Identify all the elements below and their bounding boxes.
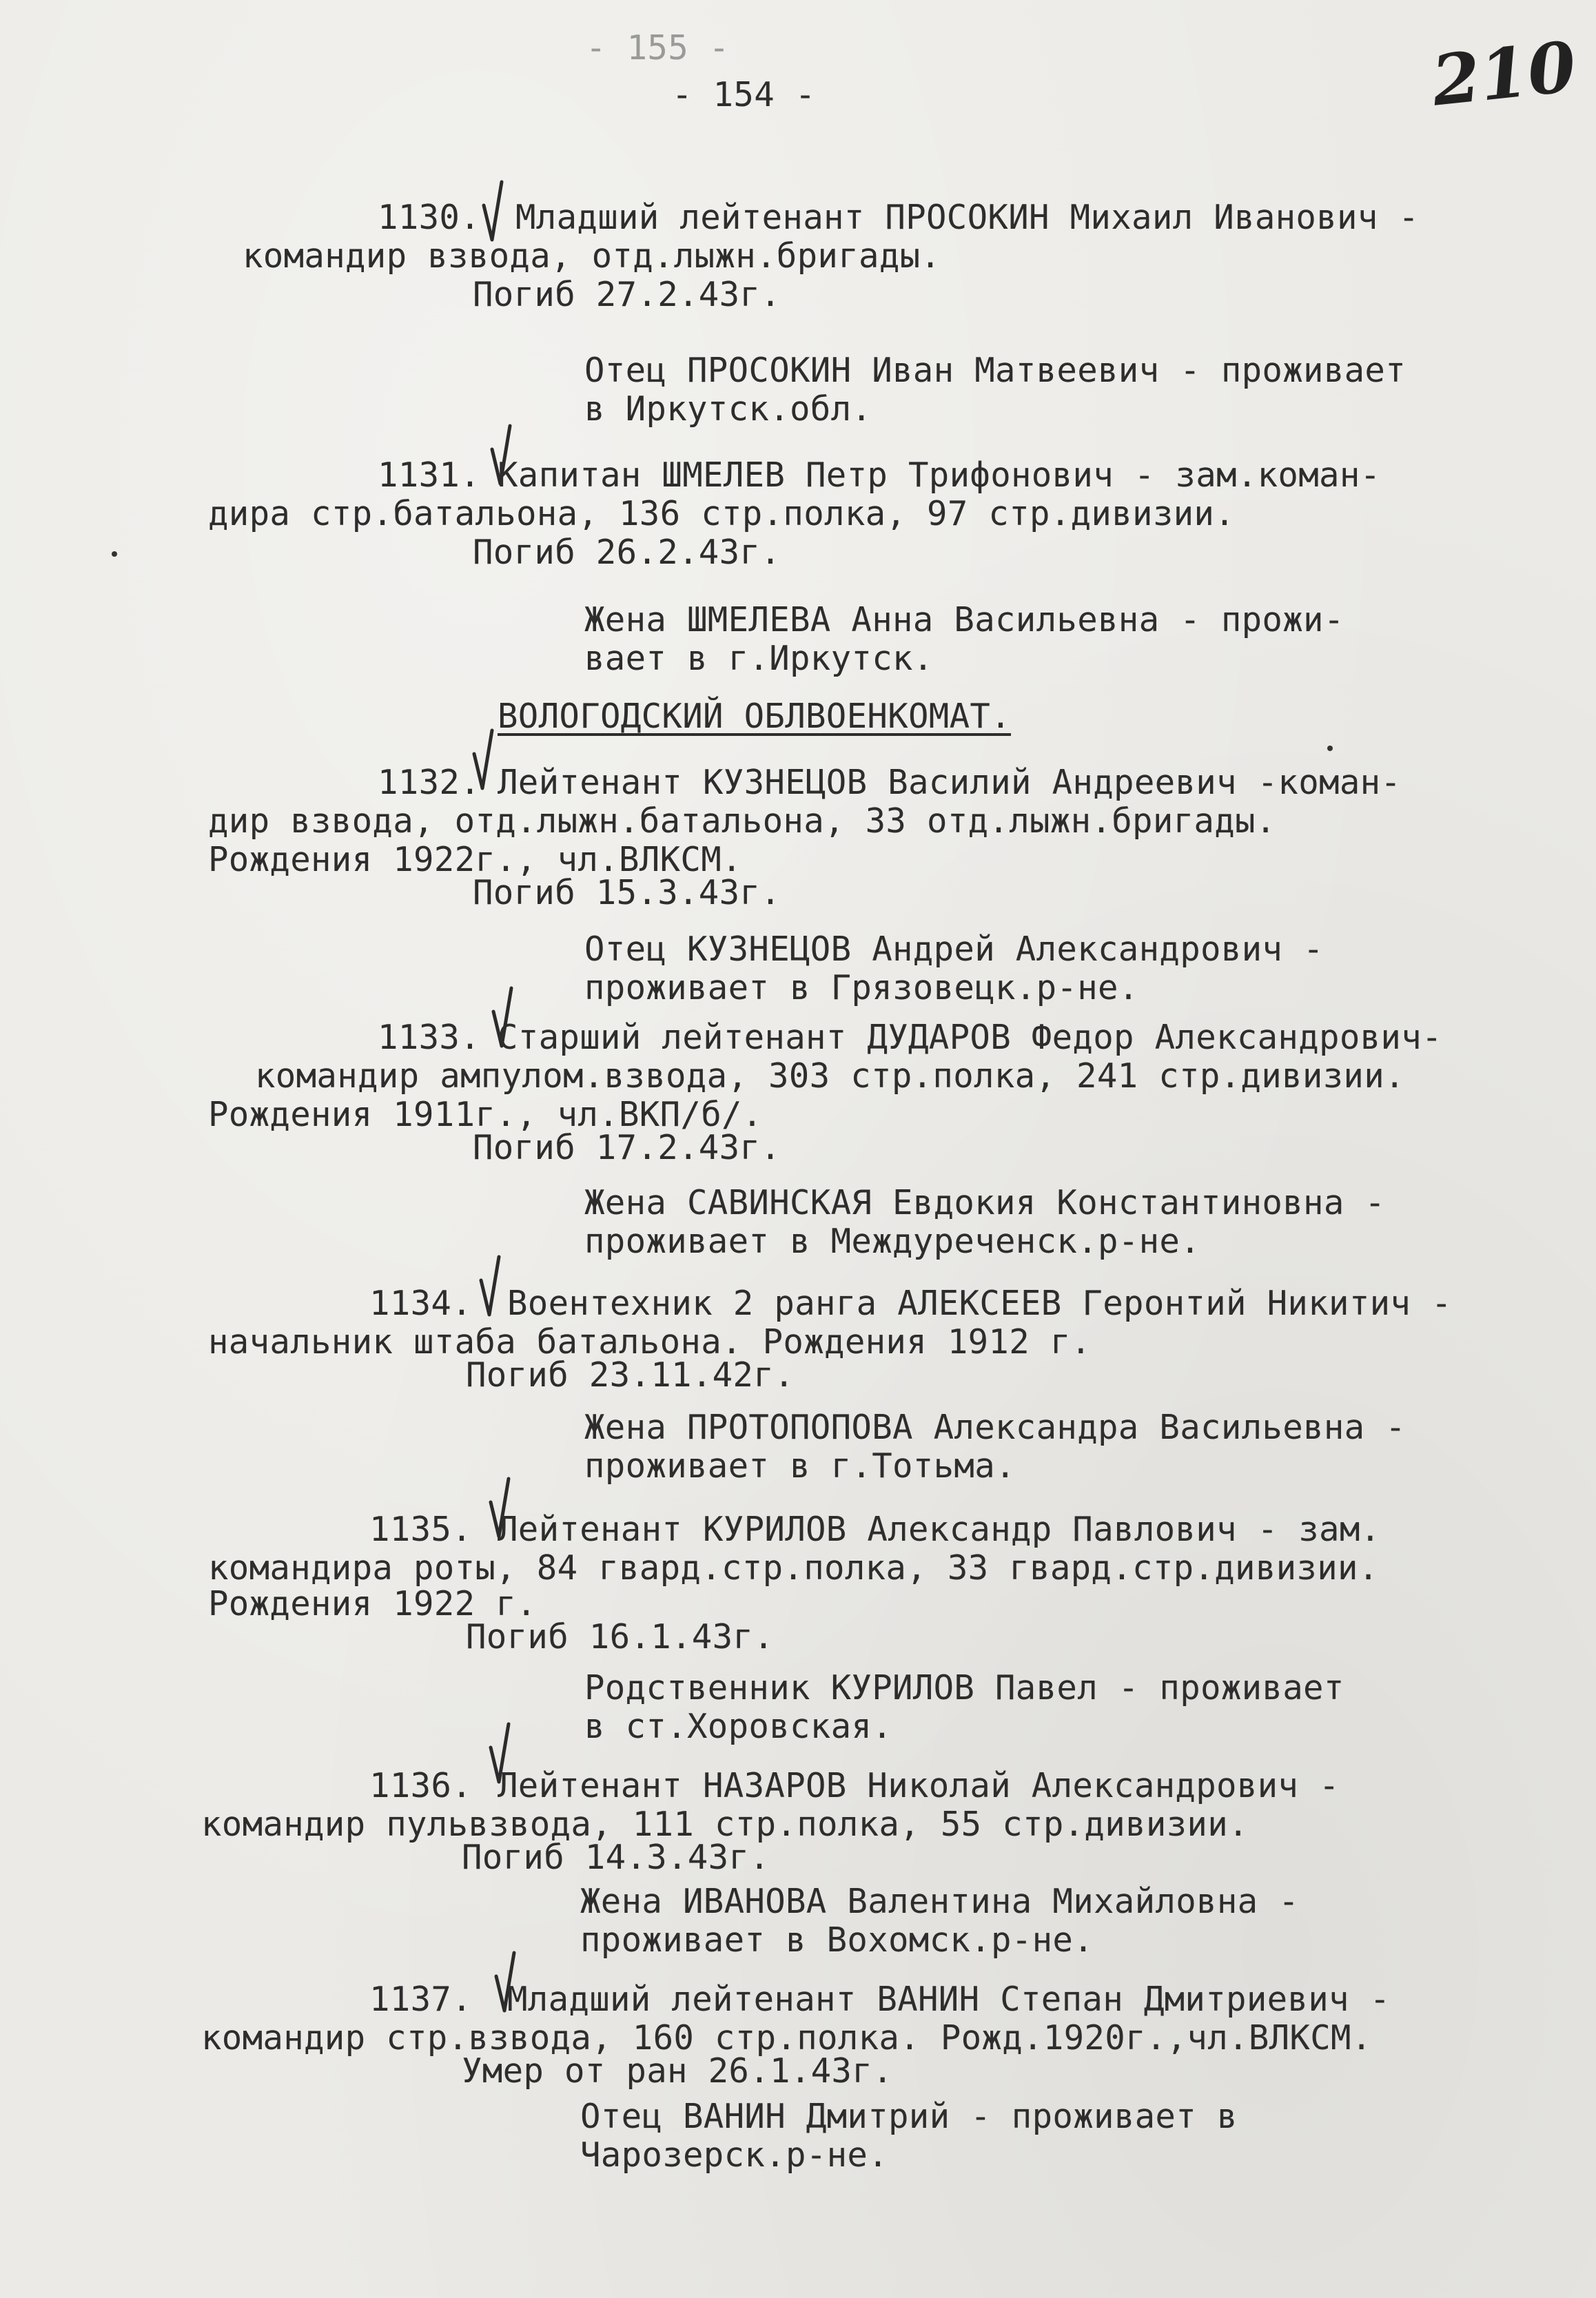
- entry-death: Умер от ран 26.1.43г.: [462, 2051, 893, 2091]
- entry-line: командир взвода, отд.лыжн.бригады.: [243, 236, 941, 276]
- entry-death: Погиб 23.11.42г.: [466, 1355, 795, 1395]
- handwritten-check-icon: [482, 181, 503, 243]
- entry-line: командира роты, 84 гвард.стр.полка, 33 гвард.стр.дивизии.: [208, 1548, 1379, 1588]
- entry-death: Погиб 27.2.43г.: [473, 275, 781, 314]
- entry-relative: Жена САВИНСКАЯ Евдокия Константиновна -: [584, 1183, 1386, 1222]
- entry-death: Погиб 26.2.43г.: [473, 533, 781, 572]
- entry-line: командир пульвзвода, 111 стр.полка, 55 стр.дивизии.: [201, 1805, 1249, 1844]
- entry-line: командир стр.взвода, 160 стр.полка. Рожд.1920г.,чл.ВЛКСМ.: [201, 2018, 1372, 2058]
- entry-number: 1137.: [369, 1980, 473, 2019]
- entry-relative: проживает в Вохомск.р-не.: [580, 1920, 1094, 1960]
- archive-number: 210: [1428, 25, 1580, 122]
- entry-line: Лейтенант НАЗАРОВ Николай Александрович -: [498, 1766, 1340, 1805]
- entry-line: Лейтенант КУЗНЕЦОВ Василий Андреевич -коман-: [498, 763, 1402, 802]
- entry-number: 1135.: [369, 1510, 473, 1549]
- entry-line: командир ампулом.взвода, 303 стр.полка, 241 стр.дивизии.: [255, 1056, 1405, 1096]
- entry-death: Погиб 16.1.43г.: [466, 1617, 775, 1656]
- ink-dot: [1327, 746, 1333, 751]
- entry-line: Рождения 1911г., чл.ВКП/б/.: [208, 1095, 763, 1134]
- entry-relative: в ст.Хоровская.: [584, 1707, 893, 1746]
- entry-line: Воентехник 2 ранга АЛЕКСЕЕВ Геронтий Никитич -: [507, 1284, 1452, 1323]
- entry-line: дира стр.батальона, 136 стр.полка, 97 стр.дивизии.: [208, 494, 1236, 533]
- entry-relative: Отец КУЗНЕЦОВ Андрей Александрович -: [584, 930, 1324, 969]
- ink-dot: [112, 551, 117, 557]
- entry-relative: Отец ПРОСОКИН Иван Матвеевич - проживает: [584, 351, 1406, 390]
- entry-relative: проживает в Междуреченск.р-не.: [584, 1222, 1201, 1261]
- entry-number: 1136.: [369, 1766, 473, 1805]
- entry-number: 1132.: [378, 763, 481, 802]
- entry-line: Старший лейтенант ДУДАРОВ Федор Александрович-: [498, 1018, 1442, 1057]
- entry-relative: Чарозерск.р-не.: [580, 2135, 889, 2175]
- page-number: - 154 -: [672, 75, 816, 114]
- handwritten-check-icon: [473, 729, 493, 791]
- entry-death: Погиб 14.3.43г.: [462, 1838, 770, 1877]
- entry-line: дир взвода, отд.лыжн.батальона, 33 отд.лыжн.бригады.: [208, 801, 1276, 841]
- entry-death: Погиб 15.3.43г.: [473, 873, 781, 912]
- entry-relative: Жена ШМЕЛЕВА Анна Васильевна - прожи-: [584, 600, 1344, 639]
- handwritten-check-icon: [480, 1255, 500, 1317]
- entry-relative: Отец ВАНИН Дмитрий - проживает в: [580, 2097, 1238, 2136]
- prev-page-number: - 155 -: [586, 28, 730, 68]
- section-heading: ВОЛОГОДСКИЙ ОБЛВОЕНКОМАТ.: [498, 697, 1012, 736]
- entry-number: 1130.: [378, 198, 481, 237]
- entry-number: 1131.: [378, 455, 481, 495]
- entry-relative: Жена ИВАНОВА Валентина Михайловна -: [580, 1882, 1300, 1921]
- entry-line: Младший лейтенант ВАНИН Степан Дмитриевич -: [507, 1980, 1391, 2019]
- entry-number: 1134.: [369, 1284, 473, 1323]
- entry-line: Рождения 1922г., чл.ВЛКСМ.: [208, 840, 742, 879]
- entry-relative: Жена ПРОТОПОПОВА Александра Васильевна -: [584, 1408, 1406, 1447]
- entry-relative: в Иркутск.обл.: [584, 389, 872, 429]
- entry-line: Капитан ШМЕЛЕВ Петр Трифонович - зам.коман-: [498, 455, 1381, 495]
- entry-relative: вает в г.Иркутск.: [584, 639, 934, 678]
- entry-line: Рождения 1922 г.: [208, 1584, 537, 1623]
- entry-line: начальник штаба батальона. Рождения 1912 г.: [208, 1322, 1092, 1362]
- entry-line: Лейтенант КУРИЛОВ Александр Павлович - зам.: [498, 1510, 1381, 1549]
- entry-number: 1133.: [378, 1018, 481, 1057]
- entry-relative: проживает в г.Тотьма.: [584, 1446, 1016, 1486]
- entry-death: Погиб 17.2.43г.: [473, 1128, 781, 1167]
- entry-relative: Родственник КУРИЛОВ Павел - проживает: [584, 1668, 1344, 1707]
- entry-line: Младший лейтенант ПРОСОКИН Михаил Иванович -: [515, 198, 1420, 237]
- entry-relative: проживает в Грязовецк.р-не.: [584, 968, 1139, 1007]
